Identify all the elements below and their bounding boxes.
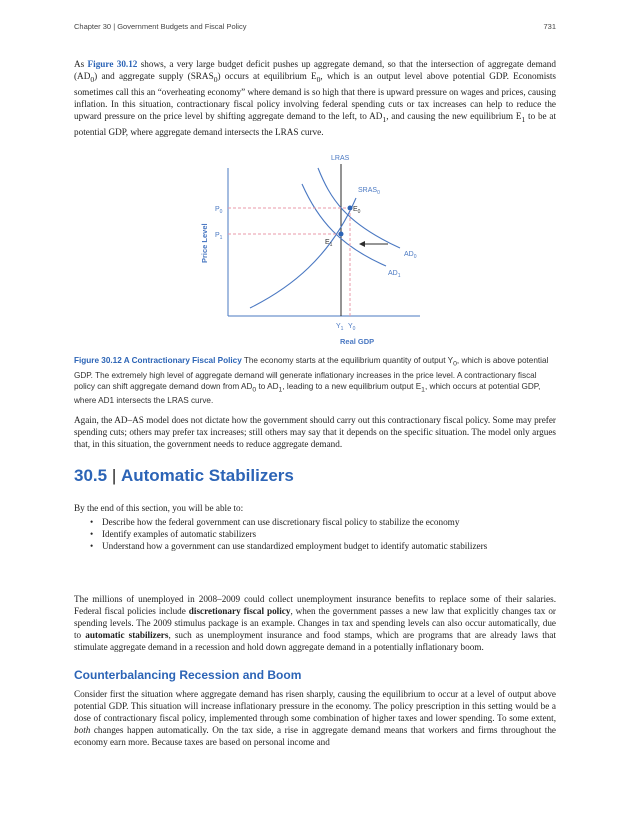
list-item: • Describe how the federal government can use discretionary fiscal policy to stabilize the economy: [88, 516, 508, 528]
key-term[interactable]: discretionary fiscal policy: [188, 606, 291, 616]
caption-label: Figure 30.12 A Contractionary Fiscal Policy: [74, 356, 242, 365]
subscript: 1: [382, 114, 387, 124]
text: , such as unemployment insurance and food stamps, which are programs that are already laws that stimulate aggregate demand in a recession and hold down aggregate demand in a potentially inflationary boom.: [74, 630, 556, 652]
lras-label: LRAS: [331, 155, 350, 162]
sras0-label: $SRAS_0$: [358, 187, 380, 196]
text: changes happen automatically. On the tax side, a rise in aggregate demand means that workers and firms throughout the economy earn more. Because taxes are based on personal income and: [74, 725, 556, 747]
subscript: 0: [90, 74, 95, 84]
key-term[interactable]: automatic stabilizers: [85, 630, 169, 640]
ad1-label: $AD_1$: [388, 270, 401, 279]
subscript: 1: [421, 386, 425, 394]
list-item: • Understand how a government can use standardized employment budget to identify automatic stabilizers: [88, 540, 508, 552]
text: , which occurs at potential GDP, where AD1 intersects the LRAS curve.: [74, 381, 541, 406]
section-heading: [74, 466, 556, 486]
objectives-list: [88, 516, 508, 552]
text: to AD: [256, 381, 279, 391]
x-axis-label: Real GDP: [340, 337, 375, 346]
e0-point: [348, 206, 353, 211]
running-header: [74, 22, 556, 34]
chapter-title: Chapter 30 | Government Budgets and Fiscal Policy: [74, 22, 247, 31]
text: , leading to a new equilibrium output E: [282, 381, 422, 391]
subscript: 0: [213, 74, 218, 84]
subscript: 0: [252, 386, 257, 394]
sras0-curve: [250, 198, 356, 308]
ad-as-figure: [190, 148, 430, 348]
figure-caption: [74, 355, 556, 406]
e0-label: $E_0$: [353, 206, 361, 215]
ad-as-diagram: [190, 148, 430, 348]
text: shows, a very large budget deficit pushes up aggregate demand, so that the intersection of aggregate demand (AD: [74, 59, 556, 81]
text: The economy starts at the equilibrium quantity of output Y: [241, 356, 454, 365]
e1-label: $E_1$: [325, 239, 333, 248]
paragraph-4: [74, 688, 556, 748]
p0-label: $P_0$: [215, 206, 223, 215]
text: , which is above potential GDP. The extremely high level of aggregate demand will generate inflationary increases in the price level. A contractionary fiscal policy can shift aggregate demand down from AD: [74, 356, 549, 391]
paragraph-3: [74, 593, 556, 653]
y0-label: $Y_0$: [348, 323, 356, 332]
subscript: 0: [316, 74, 321, 84]
text: As: [74, 59, 88, 69]
figure-link[interactable]: Figure 30.12: [87, 59, 138, 69]
subheading: Counterbalancing Recession and Boom: [74, 668, 302, 682]
list-item: • Identify examples of automatic stabilizers: [88, 528, 508, 540]
section-title: Automatic Stabilizers: [120, 466, 294, 485]
text: to be at potential GDP, where aggregate demand intersects the LRAS curve.: [74, 110, 557, 137]
subscript: 0: [453, 360, 457, 368]
section-separator: |: [107, 466, 121, 485]
text: ) and aggregate supply (SRAS: [94, 71, 214, 81]
y1-label: $Y_1$: [336, 323, 344, 332]
text: , and causing the new equilibrium E: [386, 110, 522, 121]
paragraph-2: Again, the AD–AS model does not dictate how the government should carry out this contractionary fiscal policy. Some may prefer spending cuts; others may prefer tax increases; still others may say that it depends on the specific situation. The model only argues that, in this situation, the government needs to reduce aggregate demand.: [74, 415, 556, 449]
section-number: 30.5: [74, 466, 108, 485]
paragraph-1: [74, 58, 556, 138]
subscript: 1: [521, 114, 526, 124]
text: Consider first the situation where aggregate demand has risen sharply, causing the equilibrium to occur at a level of output above potential GDP. This situation will increase inflationary pressure in the economy. The policy prescription in this setting would be a dose of contractionary fiscal policy, implemented through some combination of higher taxes and lower spending. To some extent,: [74, 689, 556, 723]
objectives-intro: By the end of this section, you will be able to:: [74, 503, 244, 513]
e1-point: [339, 232, 344, 237]
text: The millions of unemployed in 2008–2009 could collect unemployment insurance benefits to replace some of their salaries. Federal fiscal policies include: [74, 594, 556, 616]
ad0-label: $AD_0$: [404, 251, 417, 260]
text: ) occurs at equilibrium E: [217, 71, 317, 81]
page-number: 731: [543, 22, 556, 31]
ad1-curve: [302, 184, 386, 266]
text: , which is an output level above potential GDP. Economists sometimes call this an “overheating economy” where demand is so high that there is upward pressure on wages and prices, causing inflation. In this situation, contractionary fiscal policy involving federal spending cuts or tax increases can help to reduce the upward pressure on the price level by shifting aggregate demand to the left, to AD: [74, 71, 557, 121]
text: , when the government passes a new law that explicitly changes tax or spending levels. The 2009 stimulus package is an example. Changes in tax and spending levels can also occur automatically, due to: [74, 606, 556, 640]
y-axis-label: Price Level: [200, 223, 209, 263]
emphasis: both: [74, 725, 91, 735]
subscript: 1: [278, 386, 283, 394]
p1-label: $P_1$: [215, 232, 223, 241]
